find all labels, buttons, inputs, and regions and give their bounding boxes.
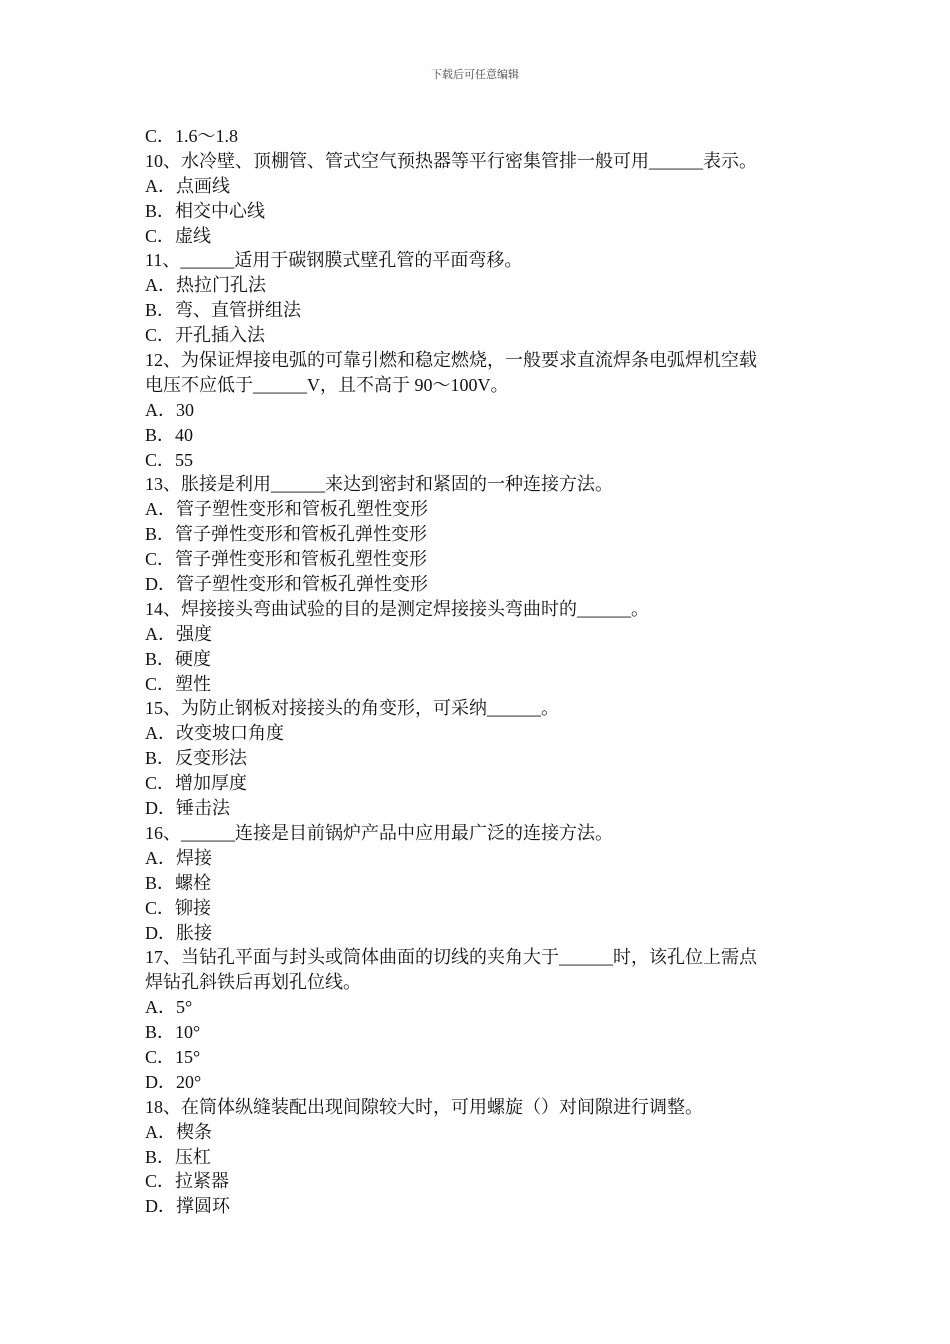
question-16: 16、______连接是目前锅炉产品中应用最广泛的连接方法。: [145, 822, 613, 843]
option-line: B．管子弹性变形和管板孔弹性变形: [145, 524, 428, 545]
option-line: C．15°: [145, 1046, 201, 1067]
option-line: B．相交中心线: [145, 200, 266, 221]
question-12-continued: 电压不应低于______V，且不高于 90～100V。: [145, 374, 509, 395]
option-line: D．20°: [145, 1071, 202, 1092]
option-line: A．热拉门孔法: [145, 275, 266, 296]
question-15: 15、为防止钢板对接接头的角变形，可采纳______。: [145, 698, 559, 719]
option-line: C．虚线: [145, 225, 212, 246]
option-line: A．5°: [145, 997, 193, 1018]
option-line: D．撑圆环: [145, 1196, 230, 1217]
option-line: A．点画线: [145, 175, 230, 196]
option-line: D．锤击法: [145, 798, 230, 819]
option-line: C．增加厚度: [145, 773, 248, 794]
option-line: B．硬度: [145, 648, 212, 669]
option-line: D．胀接: [145, 922, 212, 943]
option-line: A．楔条: [145, 1121, 212, 1142]
document-body: [145, 124, 825, 1219]
text-line: C．1.6～1.8: [145, 126, 239, 146]
question-18: 18、在筒体纵缝装配出现间隙较大时，可用螺旋（）对间隙进行调整。: [145, 1096, 703, 1117]
option-line: C．管子弹性变形和管板孔塑性变形: [145, 549, 428, 570]
option-line: A．焊接: [145, 847, 212, 868]
option-line: A．改变坡口角度: [145, 723, 284, 744]
option-line: B．10°: [145, 1022, 201, 1043]
question-14: 14、焊接接头弯曲试验的目的是测定焊接接头弯曲时的______。: [145, 598, 649, 619]
option-line: B．压杠: [145, 1146, 212, 1167]
question-11: 11、______适用于碳钢膜式壁孔管的平面弯移。: [145, 250, 523, 271]
question-17: 17、当钻孔平面与封头或筒体曲面的切线的夹角大于______时，该孔位上需点: [145, 947, 757, 968]
option-line: B．弯、直管拼组法: [145, 300, 302, 321]
option-line: C．塑性: [145, 673, 212, 694]
option-line: B．反变形法: [145, 748, 248, 769]
option-line: A．强度: [145, 623, 212, 644]
option-line: C．铆接: [145, 897, 212, 918]
option-line: A．30: [145, 399, 194, 420]
page-header: 下载后可任意编辑: [431, 68, 519, 81]
option-line: C．55: [145, 449, 194, 470]
option-line: A．管子塑性变形和管板孔塑性变形: [145, 499, 428, 520]
question-17-continued: 焊钻孔斜铁后再划孔位线。: [145, 972, 361, 993]
question-13: 13、胀接是利用______来达到密封和紧固的一种连接方法。: [145, 474, 613, 495]
question-10: 10、水冷壁、顶棚管、管式空气预热器等平行密集管排一般可用______表示。: [145, 150, 757, 171]
option-line: B．40: [145, 424, 194, 445]
option-line: D．管子塑性变形和管板孔弹性变形: [145, 574, 428, 595]
option-line: C．开孔插入法: [145, 325, 266, 346]
option-line: C．拉紧器: [145, 1171, 230, 1192]
option-line: B．螺栓: [145, 872, 212, 893]
question-12: 12、为保证焊接电弧的可靠引燃和稳定燃烧，一般要求直流焊条电弧焊机空载: [145, 350, 757, 371]
